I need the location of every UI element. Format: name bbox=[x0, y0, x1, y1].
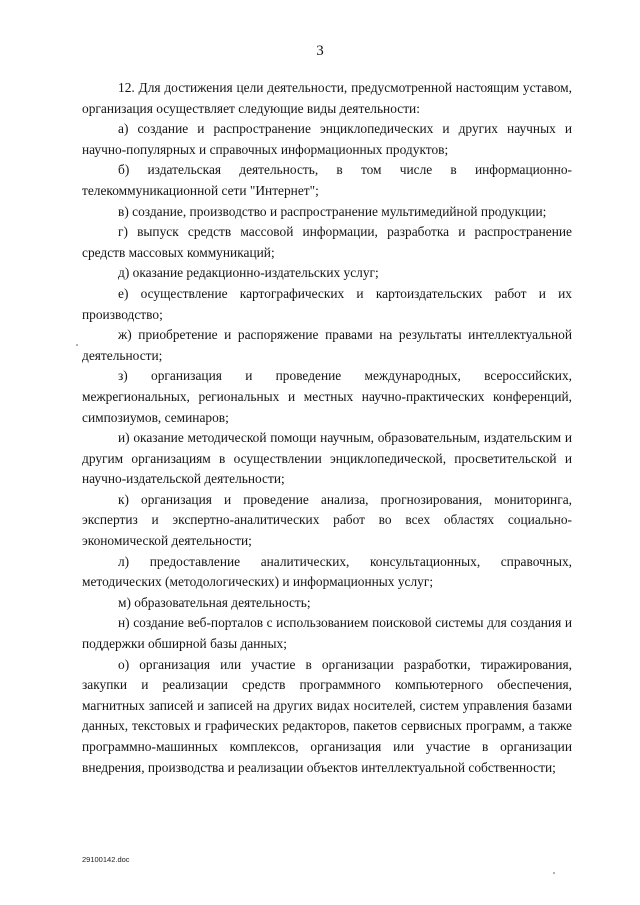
paragraph-12-intro: 12. Для достижения цели деятельности, предусмотренной настоящим уставом, организация осуществляет следующие виды деятельности: bbox=[82, 80, 572, 116]
list-item-k: к) организация и проведение анализа, прогнозирования, мониторинга, экспертиз и экспертно-аналитических работ во всех областях социально-экономической деятельности; bbox=[82, 491, 572, 549]
scan-dot-mark bbox=[76, 344, 78, 346]
list-item-d: д) оказание редакционно-издательских услуг; bbox=[118, 265, 379, 281]
list-item-l: л) предоставление аналитических, консультационных, справочных, методических (методологических) и информационных услуг; bbox=[82, 553, 572, 590]
list-item-b: б) издательская деятельность, в том числе в информационно-телекоммуникационной сети "Интернет"; bbox=[82, 162, 572, 198]
list-item-e: е) осуществление картографических и картоиздательских работ и их производство; bbox=[82, 285, 572, 322]
list-item-a: а) создание и распространение энциклопедических и других научных и научно-популярных и справочных информационных продуктов; bbox=[82, 121, 572, 157]
footer-filename: 29100142.doc bbox=[82, 855, 130, 864]
list-item-zh: ж) приобретение и распоряжение правами на результаты интеллектуальной деятельности; bbox=[82, 327, 572, 363]
list-item-g: г) выпуск средств массовой информации, разработка и распространение средств массовых коммуникаций; bbox=[82, 224, 572, 260]
list-item-n: н) создание веб-порталов с использованием поисковой системы для создания и поддержки обширной базы данных; bbox=[82, 615, 572, 652]
list-item-z: з) организация и проведение международных, всероссийских, межрегиональных, региональных и местных научно-практических конференций, симпозиумов, семинаров; bbox=[82, 368, 572, 425]
list-item-o: о) организация или участие в организации разработки, тиражирования, закупки и реализации средств программного компьютерного обеспечения, магнитных записей и записей на других видах носителей, систем управления базами данных, текстовых и графических редакторов, пакетов сервисных программ, а также программно-машинных комплексов, организация или участие в организации внедрения, производства и реализации объектов интеллектуальной собственности; bbox=[82, 656, 572, 775]
document-body bbox=[82, 78, 572, 778]
scan-dot-mark bbox=[553, 872, 555, 874]
list-item-i: и) оказание методической помощи научным, образовательным, издательским и другим организациям в осуществлении энциклопедической, просветительской и научно-издательской деятельности; bbox=[82, 430, 572, 487]
list-item-m: м) образовательная деятельность; bbox=[118, 594, 311, 610]
page-number: 3 bbox=[316, 43, 324, 59]
list-item-v: в) создание, производство и распространение мультимедийной продукции; bbox=[118, 203, 547, 219]
